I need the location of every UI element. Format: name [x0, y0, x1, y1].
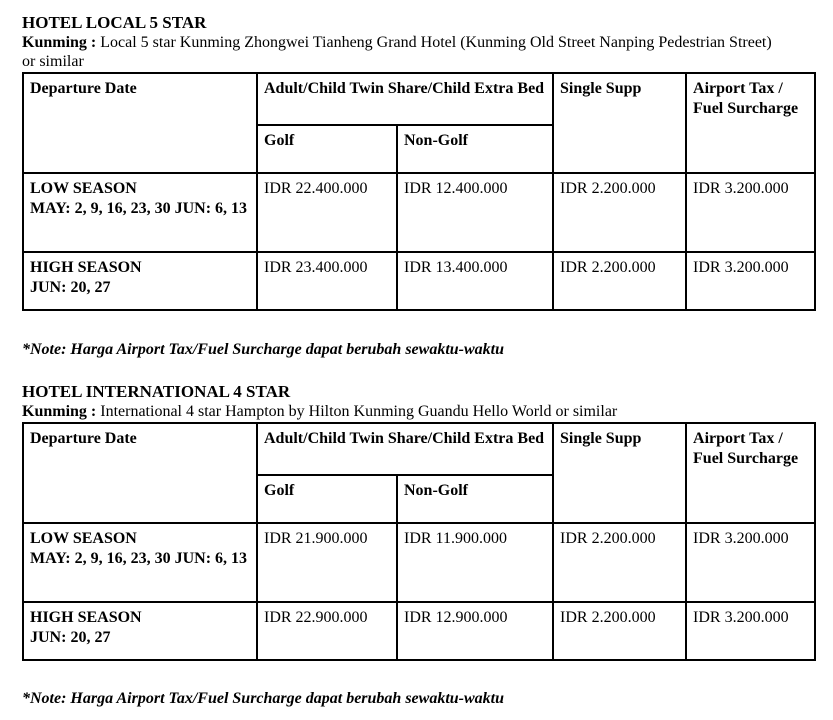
hotel-description — [22, 33, 782, 71]
hotel-description-text: International 4 star Hampton by Hilton Kunming Guandu Hello World or similar — [96, 403, 618, 420]
season-dates: MAY: 2, 9, 16, 23, 30 JUN: 6, 13 — [30, 200, 248, 217]
header-golf: Golf — [257, 125, 397, 173]
hotel-description-text: Local 5 star Kunming Zhongwei Tianheng Grand Hotel (Kunming Old Street Nanping Pedestrian Street) or similar — [22, 34, 772, 70]
header-airport-tax: Airport Tax / Fuel Surcharge — [686, 423, 815, 523]
header-airport-tax: Airport Tax / Fuel Surcharge — [686, 73, 815, 173]
season-cell — [23, 252, 257, 310]
season-cell — [23, 602, 257, 660]
season-cell — [23, 523, 257, 602]
header-single-supp: Single Supp — [553, 73, 686, 173]
price-airport-tax: IDR 3.200.000 — [686, 173, 815, 252]
price-airport-tax: IDR 3.200.000 — [686, 523, 815, 602]
season-dates: MAY: 2, 9, 16, 23, 30 JUN: 6, 13 — [30, 550, 248, 567]
price-single-supp: IDR 2.200.000 — [553, 523, 686, 602]
price-single-supp: IDR 2.200.000 — [553, 252, 686, 310]
price-table — [22, 72, 816, 311]
price-single-supp: IDR 2.200.000 — [553, 173, 686, 252]
price-table — [22, 422, 816, 661]
table-row — [23, 602, 815, 660]
header-non-golf: Non-Golf — [397, 475, 553, 523]
hotel-description — [22, 402, 782, 421]
header-twin-share: Adult/Child Twin Share/Child Extra Bed — [257, 73, 553, 125]
note-text: *Note: Harga Airport Tax/Fuel Surcharge dapat berubah sewaktu-waktu — [22, 341, 504, 358]
header-golf: Golf — [257, 475, 397, 523]
table-row — [23, 252, 815, 310]
price-non-golf: IDR 11.900.000 — [397, 523, 553, 602]
header-single-supp: Single Supp — [553, 423, 686, 523]
season-dates: JUN: 20, 27 — [30, 279, 111, 296]
price-airport-tax: IDR 3.200.000 — [686, 252, 815, 310]
price-non-golf: IDR 12.400.000 — [397, 173, 553, 252]
hotel-title: HOTEL INTERNATIONAL 4 STAR — [22, 382, 291, 401]
price-non-golf: IDR 13.400.000 — [397, 252, 553, 310]
price-non-golf: IDR 12.900.000 — [397, 602, 553, 660]
hotel-title: HOTEL LOCAL 5 STAR — [22, 13, 207, 32]
header-twin-share: Adult/Child Twin Share/Child Extra Bed — [257, 423, 553, 475]
header-departure-date: Departure Date — [23, 73, 257, 173]
price-golf: IDR 23.400.000 — [257, 252, 397, 310]
season-name: HIGH SEASON — [30, 609, 142, 626]
header-departure-date: Departure Date — [23, 423, 257, 523]
hotel-section-international — [22, 381, 814, 661]
price-golf: IDR 22.400.000 — [257, 173, 397, 252]
season-name: LOW SEASON — [30, 530, 137, 547]
city-label: Kunming : — [22, 34, 97, 51]
table-row — [23, 173, 815, 252]
season-dates: JUN: 20, 27 — [30, 629, 111, 646]
hotel-section-local — [22, 12, 814, 311]
price-golf: IDR 21.900.000 — [257, 523, 397, 602]
price-airport-tax: IDR 3.200.000 — [686, 602, 815, 660]
season-name: HIGH SEASON — [30, 259, 142, 276]
season-cell — [23, 173, 257, 252]
header-non-golf: Non-Golf — [397, 125, 553, 173]
price-golf: IDR 22.900.000 — [257, 602, 397, 660]
table-row — [23, 523, 815, 602]
season-name: LOW SEASON — [30, 180, 137, 197]
note-text: *Note: Harga Airport Tax/Fuel Surcharge dapat berubah sewaktu-waktu — [22, 690, 504, 707]
city-label: Kunming : — [22, 403, 97, 420]
price-single-supp: IDR 2.200.000 — [553, 602, 686, 660]
